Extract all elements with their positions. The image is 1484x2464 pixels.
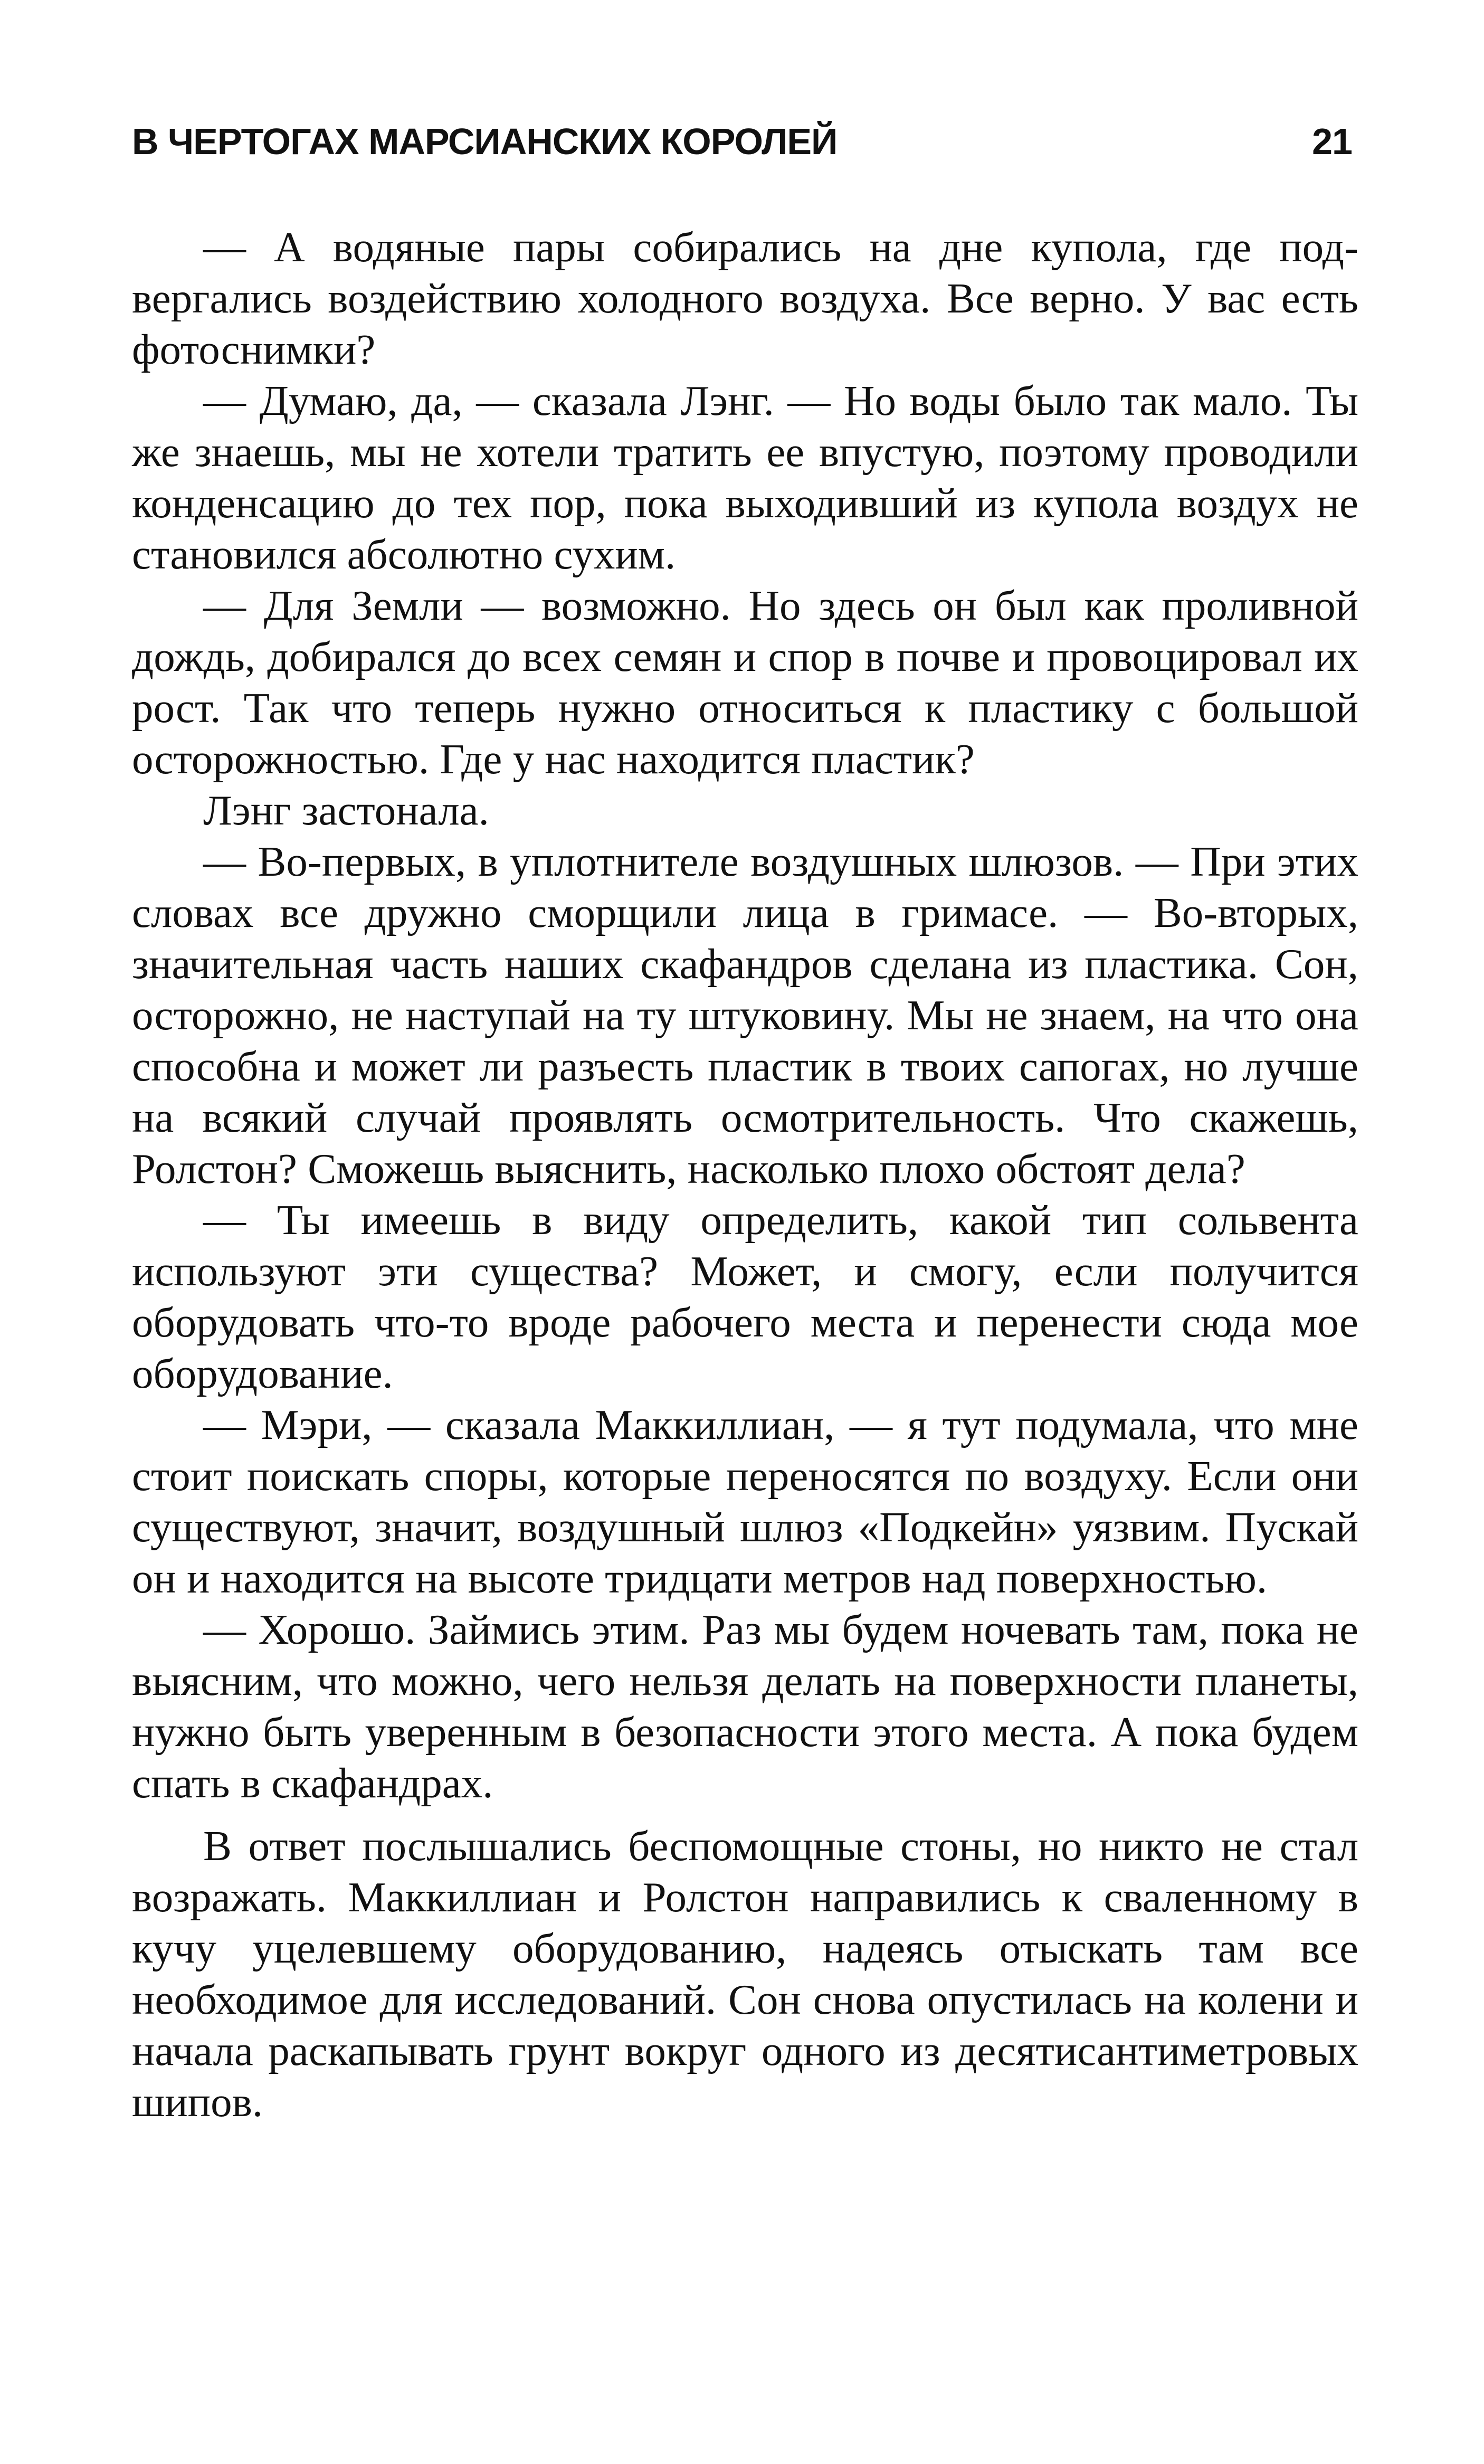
- paragraph: — Мэри, — сказала Маккиллиан, — я тут подумала, что мне стоит поискать споры, которые переносятся по воздуху. Если они существуют, значит, воздушный шлюз «Подкейн» уязвим. Пускай он и находится на высоте тридцати метров над поверхностью.: [132, 1401, 1358, 1602]
- paragraph: Лэнг застонала.: [203, 786, 489, 834]
- chapter-title: В ЧЕРТОГАХ МАРСИАНСКИХ КОРОЛЕЙ: [132, 121, 838, 162]
- paragraph: — Думаю, да, — сказала Лэнг. — Но воды было так мало. Ты же знаешь, мы не хотели тратить ее впустую, поэтому проводили конденсацию до тех пор, пока выходивший из купола воздух не становился абсолютно сухим.: [132, 377, 1358, 578]
- paragraph: — А водяные пары собирались на дне купола, где подвергались воздействию холодного воздуха. Все верно. У вас есть фотоснимки?: [132, 223, 1358, 373]
- paragraph: В ответ послышались беспомощные стоны, но никто не стал возражать. Маккиллиан и Ролстон направились к сваленному в кучу уцелевшему оборудованию, надеясь отыскать там все необходимое для исследований. Сон снова опустилась на колени и начала раскапывать грунт вокруг одного из десятисантиметровых шипов.: [132, 1822, 1358, 2126]
- running-header: [132, 120, 1352, 178]
- paragraph: — Во-первых, в уплотнителе воздушных шлюзов. — При этих словах все дружно сморщили лица в гримасе. — Во-вторых, значительная часть наших скафандров сделана из пластика. Сон, осторожно, не наступай на ту штуковину. Мы не знаем, на что она способна и может ли разъесть пластик в твоих сапогах, но лучше на всякий случай проявлять осмотрительность. Что скажешь, Ролстон? Сможешь выяснить, насколько плохо обстоят дела?: [132, 838, 1358, 1192]
- body-text: [132, 222, 1358, 2128]
- page-number: 21: [1312, 121, 1352, 162]
- paragraph: — Хорошо. Займись этим. Раз мы будем ночевать там, пока не выясним, что можно, чего нельзя делать на поверхности планеты, нужно быть уверенным в безопасности этого места. А пока будем спать в скафандрах.: [132, 1606, 1358, 1807]
- paragraph: — Ты имеешь в виду определить, какой тип сольвента используют эти существа? Может, и смогу, если получится оборудовать что-то вроде рабочего места и перенести сюда мое оборудование.: [132, 1196, 1358, 1397]
- paragraph: — Для Земли — возможно. Но здесь он был как проливной дождь, добирался до всех семян и спор в почве и провоцировал их рост. Так что теперь нужно относиться к пластику с большой осторожностью. Где у нас находится пластик?: [132, 582, 1358, 783]
